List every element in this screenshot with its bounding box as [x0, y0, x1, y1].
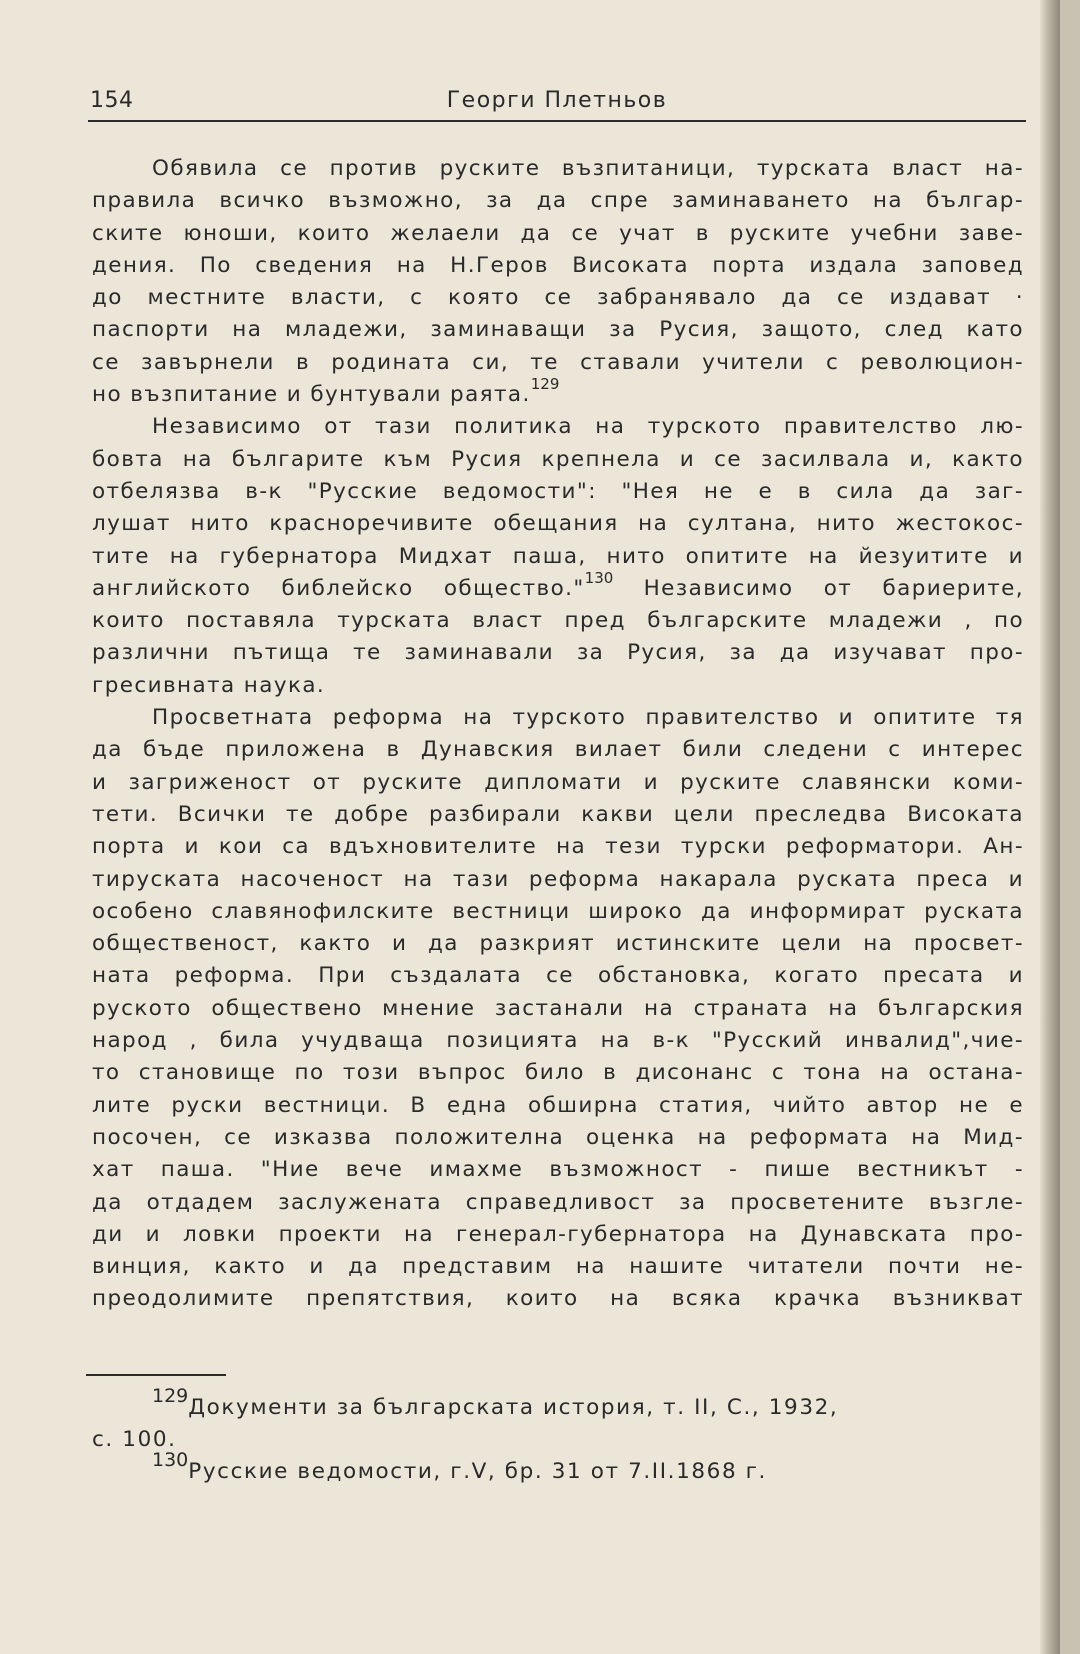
text-line: [92, 541, 1024, 573]
line-text: руското обществено мнение застанали на страната на българския: [92, 995, 1024, 1021]
footnote-text: Русские ведомости, г.V, бр. 31 от 7.II.1868 г.: [188, 1459, 767, 1484]
footnote-separator: [86, 1374, 226, 1376]
text-line: [92, 508, 1024, 540]
body-text: [92, 153, 1024, 1316]
text-line: [92, 250, 1024, 282]
line-text: хат паша. "Ние вече имахме възможност - пише вестникът -: [92, 1157, 1024, 1183]
text-line: [92, 153, 1024, 185]
line-text: ди и ловки проекти на генерал-губернатора на Дунавската про-: [92, 1221, 1024, 1247]
line-text: Просветната реформа на турското правителство и опитите тя: [152, 705, 1024, 731]
line-text: до местните власти, с която се забранявало да се издават ·: [92, 285, 1024, 311]
footnote-text: Документи за българската история, т. II, С., 1932,: [188, 1395, 839, 1420]
text-line: [92, 282, 1024, 314]
text-line: [92, 375, 1024, 411]
line-text: тети. Всички те добре разбирали какви цели преследва Високата: [92, 801, 1024, 827]
text-line: [92, 476, 1024, 508]
text-line: [92, 799, 1024, 831]
line-text: народ , била учудваща позицията на в-к "Русский инвалид",чие-: [92, 1028, 1024, 1054]
text-line: [92, 864, 1024, 896]
text-line: [92, 605, 1024, 637]
text-line: [92, 1154, 1024, 1186]
line-text: винция, както и да представим на нашите читатели почти не-: [92, 1254, 1024, 1280]
line-text: тируската насоченост на тази реформа накарала руската преса и: [92, 866, 1024, 892]
line-text: различни пътища те заминавали за Русия, за да изучават про-: [92, 640, 1024, 666]
footnotes: [92, 1385, 992, 1488]
line-text: лите руски вестници. В една обширна статия, чийто автор не е: [92, 1092, 1024, 1118]
text-line: [92, 928, 1024, 960]
line-text: ната реформа. При създалата се обстановка, когато пресата и: [92, 963, 1024, 989]
footnote-number: 130: [152, 1449, 189, 1471]
running-head-author: Георги Плетньов: [446, 88, 668, 113]
text-line: [92, 444, 1024, 476]
footnote-number: 129: [152, 1385, 189, 1407]
text-line: [92, 185, 1024, 217]
line-text: порта и кои са вдъхновителите на тези турски реформатори. Ан-: [92, 834, 1024, 860]
text-line: [92, 1219, 1024, 1251]
line-text: да отдадем заслужената справедливост за просветените възгле-: [92, 1189, 1024, 1215]
line-text: да бъде приложена в Дунавския вилает били следени с интерес: [92, 737, 1024, 763]
line-text: ските юноши, които желаели да се учат в руските учебни заве-: [92, 220, 1024, 246]
line-text: особено славянофилските вестници широко да информират руската: [92, 898, 1024, 924]
line-text: Обявила се против руските възпитаници, турската власт на-: [152, 156, 1024, 181]
line-text: бовта на българите към Русия крепнела и се засилвала и, както: [92, 446, 1024, 472]
text-line: [92, 1025, 1024, 1057]
page-header: [88, 86, 1026, 122]
line-text: преодолимите препятствия, които на всяка крачка възникват: [92, 1286, 1024, 1312]
line-text: тите на губернатора Мидхат паша, нито опитите на йезуитите и: [92, 543, 1024, 569]
footnote-reference: 130: [584, 568, 614, 587]
footnote-129-continuation: с. 100.: [92, 1427, 177, 1452]
page-edge-shadow: [1040, 0, 1060, 1654]
text-line: [92, 1122, 1024, 1154]
line-text: правила всичко възможно, за да спре заминаването на българ-: [92, 188, 1024, 214]
text-line: [92, 767, 1024, 799]
line-text: но възпитание и бунтували раята.: [92, 382, 531, 408]
footnote-130: [92, 1449, 992, 1488]
text-line: [92, 1057, 1024, 1089]
line-text: отбелязва в-к "Русские ведомости": "Нея не е в сила да заг-: [92, 478, 1024, 504]
text-line: [92, 568, 1024, 605]
line-text: които поставяла турската власт пред българските младежи , по: [92, 608, 1024, 634]
text-line: [92, 1090, 1024, 1122]
text-line: [92, 896, 1024, 928]
text-line: [92, 831, 1024, 863]
text-line: [92, 993, 1024, 1025]
text-line: [92, 734, 1024, 766]
text-line: [92, 314, 1024, 346]
line-text: английското библейско общество.": [92, 575, 585, 601]
text-line: [92, 670, 1024, 702]
line-text: паспорти на младежи, заминаващи за Русия, защото, след като: [92, 317, 1024, 343]
line-text: то становище по този въпрос било в дисонанс с тона на остана-: [92, 1060, 1024, 1086]
text-line: [92, 702, 1024, 734]
line-text: дения. По сведения на Н.Геров Високата порта издала заповед: [92, 252, 1024, 278]
line-text: се завърнели в родината си, те ставали учители с революцион-: [92, 349, 1024, 375]
page-number: 154: [90, 88, 134, 113]
line-text: общественост, както и да разкрият истинските цели на просвет-: [92, 931, 1024, 957]
text-line: [92, 1187, 1024, 1219]
line-text: Независимо от тази политика на турското правителство лю-: [152, 414, 1024, 440]
text-line: [92, 637, 1024, 669]
text-line: [92, 960, 1024, 992]
line-text: посочен, се изказва положителна оценка на реформата на Мид-: [92, 1124, 1024, 1150]
line-text: и загриженост от руските дипломати и руските славянски коми-: [92, 769, 1024, 795]
text-line: [92, 411, 1024, 443]
footnote-reference: 129: [530, 375, 560, 394]
line-text: лушат нито красноречивите обещания на султана, нито жестокос-: [92, 511, 1024, 537]
text-line: [92, 218, 1024, 250]
text-line: [92, 1251, 1024, 1283]
text-line: [92, 1283, 1024, 1315]
line-text: гресивната наука.: [92, 672, 326, 698]
line-text-after: Независимо от бариерите,: [613, 575, 1024, 601]
footnote-129: [92, 1385, 992, 1424]
